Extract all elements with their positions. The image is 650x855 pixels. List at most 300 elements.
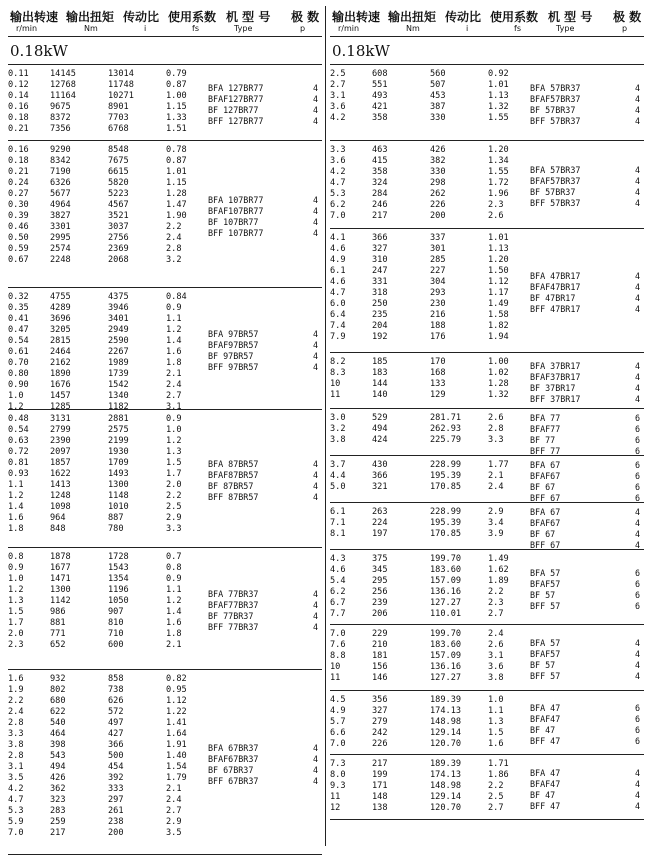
torque-cell: 2799 <box>50 425 71 435</box>
ratio-cell: 293 <box>430 288 446 298</box>
model-entry <box>530 165 642 176</box>
model-poles: 4 <box>312 776 318 786</box>
model-type: BFAF107BR77 <box>208 206 264 216</box>
model-poles: 4 <box>312 94 318 104</box>
right-column <box>330 0 644 820</box>
speed-cell: 5.4 <box>330 576 346 586</box>
ratio-cell: 195.39 <box>430 471 462 481</box>
torque-cell: 358 <box>372 167 388 177</box>
ratio-cell: 174.13 <box>430 706 462 716</box>
ratio-cell: 216 <box>430 310 446 320</box>
torque-cell: 1857 <box>50 458 71 468</box>
model-type: BFA 47BR17 <box>530 271 581 281</box>
factor-cell: 2.1 <box>488 471 504 481</box>
model-list <box>208 459 320 503</box>
model-entry <box>530 361 642 372</box>
factor-cell: 1.71 <box>488 759 509 769</box>
table-row <box>8 292 322 303</box>
factor-cell: 1.8 <box>166 358 182 368</box>
factor-cell: 3.1 <box>166 402 182 412</box>
model-type: BFAF77 <box>530 424 561 434</box>
ratio-cell: 2267 <box>108 347 129 357</box>
factor-cell: 1.6 <box>166 347 182 357</box>
speed-cell: 10 <box>330 662 341 672</box>
ratio-cell: 392 <box>108 773 124 783</box>
torque-cell: 204 <box>372 321 388 331</box>
ratio-cell: 497 <box>108 718 124 728</box>
ratio-cell: 1148 <box>108 491 129 501</box>
model-type: BFA 87BR57 <box>208 459 259 469</box>
model-list <box>530 768 642 812</box>
model-poles: 4 <box>634 394 640 404</box>
factor-cell: 1.28 <box>488 379 509 389</box>
factor-cell: 3.4 <box>488 518 504 528</box>
model-type: BF 47BR17 <box>530 293 576 303</box>
model-poles: 4 <box>634 801 640 811</box>
factor-cell: 1.72 <box>488 178 509 188</box>
table-row <box>8 391 322 402</box>
torque-cell: 156 <box>372 662 388 672</box>
model-poles: 4 <box>634 671 640 681</box>
factor-cell: 2.3 <box>488 598 504 608</box>
ratio-cell: 6615 <box>108 167 129 177</box>
ratio-cell: 110.01 <box>430 609 462 619</box>
model-poles: 4 <box>634 105 640 115</box>
model-type: BFF 47 <box>530 736 561 746</box>
model-poles: 4 <box>312 362 318 372</box>
factor-cell: 0.8 <box>166 563 182 573</box>
torque-cell: 9290 <box>50 145 71 155</box>
model-poles: 6 <box>634 460 640 470</box>
model-type: BFF 77 <box>530 446 561 456</box>
model-type: BFF 57BR37 <box>530 198 581 208</box>
ratio-cell: 298 <box>430 178 446 188</box>
torque-cell: 318 <box>372 288 388 298</box>
model-poles: 6 <box>634 471 640 481</box>
speed-cell: 7.9 <box>330 332 346 342</box>
model-poles: 4 <box>634 779 640 789</box>
factor-cell: 3.6 <box>488 662 504 672</box>
factor-cell: 1.8 <box>166 629 182 639</box>
factor-cell: 2.5 <box>488 792 504 802</box>
model-poles: 4 <box>312 470 318 480</box>
speed-cell: 3.0 <box>330 413 346 423</box>
speed-cell: 0.81 <box>8 458 29 468</box>
model-entry <box>530 176 642 187</box>
torque-cell: 199 <box>372 770 388 780</box>
torque-cell: 4964 <box>50 200 71 210</box>
ratio-cell: 189.39 <box>430 759 462 769</box>
poles-unit: p <box>622 24 628 33</box>
model-type: BF 97BR57 <box>208 351 254 361</box>
model-group <box>8 670 322 855</box>
model-poles: 4 <box>634 638 640 648</box>
model-type: BFF 57 <box>530 671 561 681</box>
speed-cell: 0.16 <box>8 102 29 112</box>
speed-cell: 4.7 <box>8 795 24 805</box>
torque-cell: 1622 <box>50 469 71 479</box>
model-type: BFAF67 <box>530 471 561 481</box>
model-type: BFF 57BR37 <box>530 116 581 126</box>
poles-header: 极 数 <box>291 10 320 24</box>
torque-cell: 210 <box>372 640 388 650</box>
speed-cell: 4.2 <box>330 167 346 177</box>
torque-cell: 771 <box>50 629 66 639</box>
model-list <box>208 329 320 373</box>
model-entry <box>530 94 642 105</box>
torque-cell: 426 <box>50 773 66 783</box>
ratio-cell: 8901 <box>108 102 129 112</box>
speed-cell: 7.1 <box>330 518 346 528</box>
speed-unit: r/min <box>338 24 360 33</box>
factor-cell: 2.4 <box>488 482 504 492</box>
poles-unit: p <box>300 24 306 33</box>
model-poles: 4 <box>312 217 318 227</box>
ratio-cell: 11748 <box>108 80 134 90</box>
speed-cell: 4.7 <box>330 288 346 298</box>
speed-cell: 7.3 <box>330 759 346 769</box>
table-row <box>8 552 322 563</box>
factor-cell: 0.7 <box>166 552 182 562</box>
model-poles: 4 <box>312 743 318 753</box>
table-row <box>8 314 322 325</box>
model-entry <box>208 329 320 340</box>
model-list <box>530 507 642 551</box>
torque-cell: 881 <box>50 618 66 628</box>
ratio-cell: 13014 <box>108 69 134 79</box>
ratio-cell: 382 <box>430 156 446 166</box>
model-list <box>208 195 320 239</box>
speed-cell: 4.9 <box>330 255 346 265</box>
torque-cell: 3131 <box>50 414 71 424</box>
ratio-header: 传动比 <box>123 10 160 24</box>
model-poles: 4 <box>312 340 318 350</box>
model-poles: 4 <box>312 206 318 216</box>
model-poles: 4 <box>634 116 640 126</box>
torque-cell: 1677 <box>50 563 71 573</box>
factor-cell: 1.5 <box>166 458 182 468</box>
factor-cell: 2.9 <box>488 507 504 517</box>
model-poles: 4 <box>312 600 318 610</box>
speed-cell: 3.3 <box>8 729 24 739</box>
ratio-cell: 3946 <box>108 303 129 313</box>
model-type: BFF 97BR57 <box>208 362 259 372</box>
ratio-cell: 136.16 <box>430 662 462 672</box>
torque-cell: 362 <box>50 784 66 794</box>
torque-cell: 185 <box>372 357 388 367</box>
ratio-cell: 200 <box>430 211 446 221</box>
table-row <box>8 425 322 436</box>
speed-cell: 0.61 <box>8 347 29 357</box>
table-row <box>8 513 322 524</box>
speed-cell: 0.72 <box>8 447 29 457</box>
speed-cell: 4.7 <box>330 178 346 188</box>
torque-cell: 197 <box>372 529 388 539</box>
factor-cell: 3.1 <box>488 651 504 661</box>
ratio-cell: 330 <box>430 113 446 123</box>
torque-cell: 2248 <box>50 255 71 265</box>
torque-cell: 463 <box>372 145 388 155</box>
torque-cell: 295 <box>372 576 388 586</box>
ratio-cell: 3521 <box>108 211 129 221</box>
factor-cell: 2.6 <box>488 211 504 221</box>
torque-cell: 331 <box>372 277 388 287</box>
speed-cell: 0.21 <box>8 124 29 134</box>
model-type: BFA 47 <box>530 703 561 713</box>
speed-cell: 1.8 <box>8 524 24 534</box>
ratio-cell: 600 <box>108 640 124 650</box>
model-poles: 6 <box>634 725 640 735</box>
model-type: BFAF37BR17 <box>530 372 581 382</box>
model-entry <box>530 768 642 779</box>
torque-cell: 181 <box>372 651 388 661</box>
speed-cell: 1.2 <box>8 491 24 501</box>
ratio-cell: 281.71 <box>430 413 462 423</box>
column-divider <box>325 6 326 846</box>
factor-cell: 1.01 <box>166 167 187 177</box>
speed-cell: 1.6 <box>8 513 24 523</box>
table-row <box>8 729 322 740</box>
factor-cell: 1.01 <box>488 233 509 243</box>
torque-cell: 247 <box>372 266 388 276</box>
model-entry <box>530 714 642 725</box>
ratio-unit: i <box>466 24 469 33</box>
factor-cell: 2.3 <box>488 200 504 210</box>
speed-cell: 0.50 <box>8 233 29 243</box>
factor-cell: 2.9 <box>166 513 182 523</box>
factor-cell: 1.02 <box>488 368 509 378</box>
ratio-cell: 2590 <box>108 336 129 346</box>
speed-cell: 0.39 <box>8 211 29 221</box>
model-poles: 4 <box>634 790 640 800</box>
speed-cell: 0.67 <box>8 255 29 265</box>
factor-cell: 1.6 <box>488 739 504 749</box>
ratio-cell: 500 <box>108 751 124 761</box>
model-group <box>8 141 322 288</box>
table-row <box>8 255 322 266</box>
ratio-cell: 129.14 <box>430 792 462 802</box>
speed-cell: 6.7 <box>330 598 346 608</box>
factor-cell: 1.2 <box>166 596 182 606</box>
speed-cell: 0.8 <box>8 552 24 562</box>
model-group <box>330 353 644 409</box>
speed-cell: 2.8 <box>8 718 24 728</box>
torque-cell: 217 <box>50 828 66 838</box>
speed-cell: 0.18 <box>8 113 29 123</box>
table-row <box>8 167 322 178</box>
torque-cell: 1098 <box>50 502 71 512</box>
factor-cell: 1.7 <box>166 469 182 479</box>
torque-cell: 986 <box>50 607 66 617</box>
factor-cell: 3.3 <box>488 435 504 445</box>
model-type: BFA 97BR57 <box>208 329 259 339</box>
model-entry <box>530 116 642 127</box>
model-list <box>208 589 320 633</box>
model-poles: 4 <box>634 304 640 314</box>
torque-cell: 229 <box>372 629 388 639</box>
speed-cell: 1.1 <box>8 480 24 490</box>
speed-cell: 0.11 <box>8 69 29 79</box>
speed-cell: 0.32 <box>8 292 29 302</box>
model-type: BFAF57 <box>530 579 561 589</box>
torque-cell: 8372 <box>50 113 71 123</box>
speed-cell: 3.8 <box>330 435 346 445</box>
factor-cell: 1.0 <box>166 425 182 435</box>
ratio-cell: 330 <box>430 167 446 177</box>
torque-cell: 1676 <box>50 380 71 390</box>
ratio-cell: 129 <box>430 390 446 400</box>
table-row <box>8 414 322 425</box>
speed-cell: 11 <box>330 792 341 802</box>
speed-cell: 5.7 <box>330 717 346 727</box>
model-entry <box>530 601 642 612</box>
speed-cell: 3.1 <box>8 762 24 772</box>
factor-cell: 0.87 <box>166 80 187 90</box>
model-entry <box>208 492 320 503</box>
speed-cell: 0.16 <box>8 145 29 155</box>
ratio-cell: 1010 <box>108 502 129 512</box>
model-type: BFF 67 <box>530 540 561 550</box>
table-row <box>330 145 644 156</box>
ratio-cell: 907 <box>108 607 124 617</box>
ratio-cell: 157.09 <box>430 576 462 586</box>
ratio-cell: 129.14 <box>430 728 462 738</box>
power-rating: 0.18kW <box>8 37 322 65</box>
model-entry <box>208 195 320 206</box>
model-type: BF 77 <box>530 435 556 445</box>
factor-cell: 1.20 <box>488 145 509 155</box>
speed-cell: 0.24 <box>8 178 29 188</box>
ratio-cell: 183.60 <box>430 640 462 650</box>
model-entry <box>530 590 642 601</box>
ratio-cell: 887 <box>108 513 124 523</box>
ratio-cell: 120.70 <box>430 739 462 749</box>
model-type: BFF 57 <box>530 601 561 611</box>
speed-cell: 3.6 <box>330 102 346 112</box>
model-entry <box>208 470 320 481</box>
ratio-cell: 2881 <box>108 414 129 424</box>
speed-cell: 7.7 <box>330 609 346 619</box>
speed-cell: 10 <box>330 379 341 389</box>
table-row <box>8 674 322 685</box>
model-type: BF 47 <box>530 790 556 800</box>
torque-cell: 9675 <box>50 102 71 112</box>
torque-cell: 263 <box>372 507 388 517</box>
speed-cell: 1.0 <box>8 574 24 584</box>
factor-cell: 2.6 <box>488 413 504 423</box>
model-type: BFA 77 <box>530 413 561 423</box>
model-poles: 6 <box>634 482 640 492</box>
model-entry <box>208 776 320 787</box>
torque-cell: 5677 <box>50 189 71 199</box>
model-unit: Type <box>234 24 253 33</box>
torque-cell: 932 <box>50 674 66 684</box>
model-entry <box>208 362 320 373</box>
model-entry <box>530 507 642 518</box>
model-poles: 4 <box>312 83 318 93</box>
factor-cell: 1.01 <box>488 80 509 90</box>
factor-cell: 1.13 <box>488 91 509 101</box>
ratio-cell: 227 <box>430 266 446 276</box>
torque-cell: 279 <box>372 717 388 727</box>
factor-cell: 1.2 <box>166 436 182 446</box>
model-poles: 4 <box>634 540 640 550</box>
ratio-cell: 2949 <box>108 325 129 335</box>
speed-cell: 11 <box>330 673 341 683</box>
factor-cell: 1.1 <box>166 585 182 595</box>
model-poles: 6 <box>634 568 640 578</box>
model-list <box>530 83 642 127</box>
model-entry <box>530 198 642 209</box>
model-poles: 6 <box>634 601 640 611</box>
factor-cell: 1.49 <box>488 299 509 309</box>
model-entry <box>208 754 320 765</box>
table-row <box>8 303 322 314</box>
model-group <box>330 229 644 353</box>
model-entry <box>530 372 642 383</box>
speed-cell: 0.48 <box>8 414 29 424</box>
speed-cell: 4.6 <box>330 244 346 254</box>
speed-cell: 0.30 <box>8 200 29 210</box>
speed-cell: 0.93 <box>8 469 29 479</box>
torque-cell: 192 <box>372 332 388 342</box>
speed-cell: 8.3 <box>330 368 346 378</box>
factor-cell: 1.91 <box>166 740 187 750</box>
model-list <box>208 83 320 127</box>
factor-cell: 0.87 <box>166 156 187 166</box>
model-entry <box>208 228 320 239</box>
model-poles: 6 <box>634 714 640 724</box>
factor-cell: 0.9 <box>166 414 182 424</box>
torque-unit: Nm <box>406 24 420 33</box>
model-type: BFA 67BR37 <box>208 743 259 753</box>
factor-cell: 1.2 <box>166 325 182 335</box>
torque-cell: 3827 <box>50 211 71 221</box>
ratio-cell: 780 <box>108 524 124 534</box>
model-entry <box>208 351 320 362</box>
left-column <box>8 0 322 855</box>
factor-header: 使用系数 <box>490 10 539 24</box>
ratio-cell: 572 <box>108 707 124 717</box>
factor-cell: 1.5 <box>488 728 504 738</box>
ratio-cell: 301 <box>430 244 446 254</box>
model-list <box>208 743 320 787</box>
table-row <box>8 685 322 696</box>
speed-cell: 0.63 <box>8 436 29 446</box>
model-type: BFF 47BR17 <box>530 304 581 314</box>
torque-cell: 226 <box>372 739 388 749</box>
ratio-cell: 2199 <box>108 436 129 446</box>
ratio-cell: 4567 <box>108 200 129 210</box>
speed-cell: 4.6 <box>330 277 346 287</box>
speed-unit: r/min <box>16 24 38 33</box>
torque-cell: 7190 <box>50 167 71 177</box>
model-poles: 4 <box>634 293 640 303</box>
model-entry <box>530 424 642 435</box>
model-poles: 4 <box>634 507 640 517</box>
model-type: BFA 127BR77 <box>208 83 264 93</box>
torque-cell: 256 <box>372 587 388 597</box>
ratio-cell: 120.70 <box>430 803 462 813</box>
model-type: BF 107BR77 <box>208 217 259 227</box>
torque-cell: 8342 <box>50 156 71 166</box>
speed-cell: 4.9 <box>330 706 346 716</box>
ratio-cell: 148.98 <box>430 717 462 727</box>
table-row <box>8 447 322 458</box>
model-entry <box>208 83 320 94</box>
factor-cell: 1.12 <box>166 696 187 706</box>
model-entry <box>208 600 320 611</box>
